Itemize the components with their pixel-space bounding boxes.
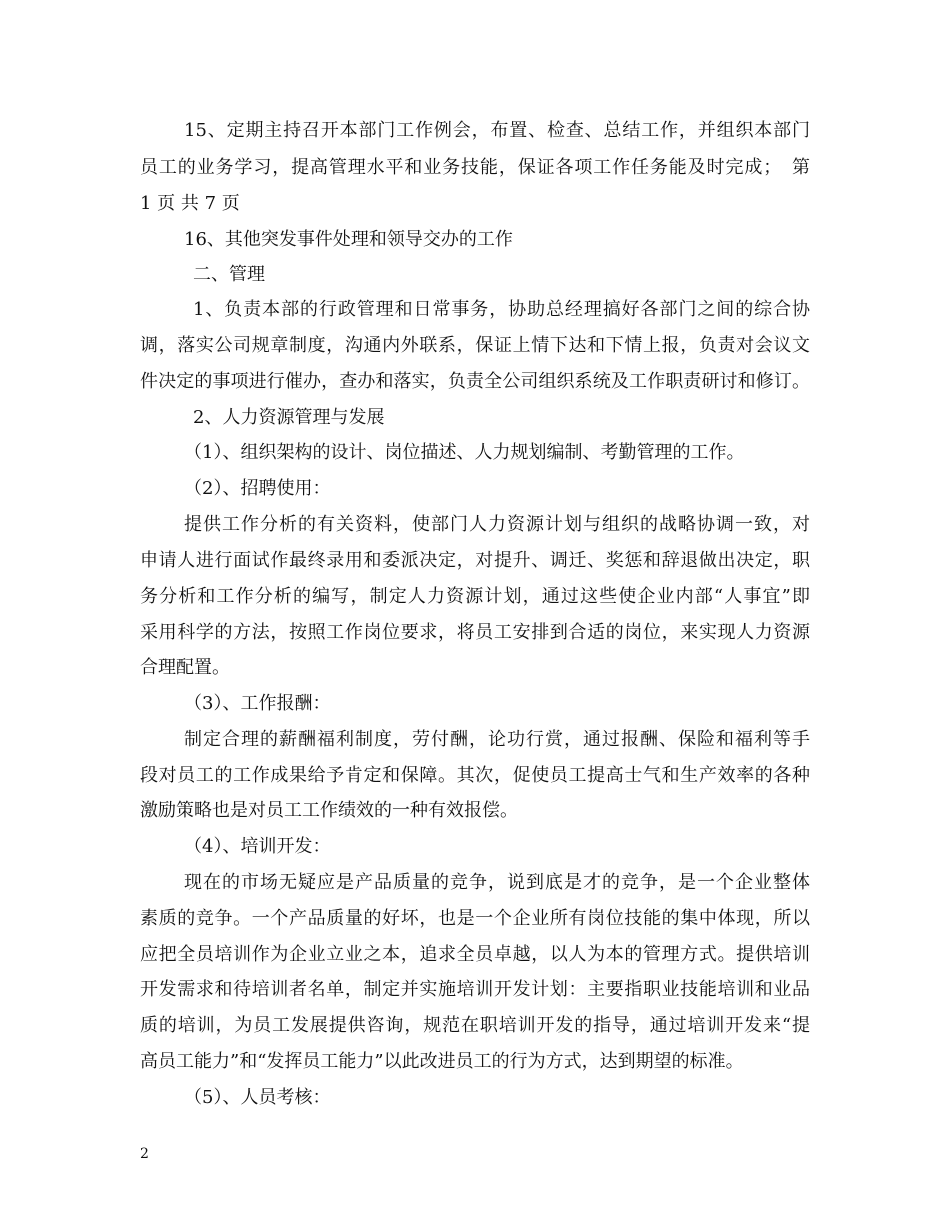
paragraph-1-line-1: 1、负责本部的行政管理和日常事务，协助总经理搞好各部门之间的综合协	[193, 299, 810, 320]
subsection-4-line-3: 应把全员培训作为企业立业之本，追求全员卓越，以人为本的管理方式。提供培训	[140, 944, 810, 965]
paragraph-1-line-2: 调，落实公司规章制度，沟通内外联系，保证上情下达和下情上报，负责对会议文	[140, 335, 810, 356]
subsection-3-line-2: 段对员工的工作成果给予肯定和保障。其次，促使员工提高士气和生产效率的各种	[140, 765, 810, 786]
subsection-2-line-1: 提供工作分析的有关资料，使部门人力资源计划与组织的战略协调一致，对	[184, 514, 810, 535]
paragraph-16-line-1: 16、其他突发事件处理和领导交办的工作	[184, 229, 513, 250]
section-heading-management: 二、管理	[193, 264, 265, 285]
subsection-4-line-6: 高员工能力”和“发挥员工能力”以此改进员工的行为方式，达到期望的标准。	[140, 1051, 744, 1072]
page-number: 2	[140, 1146, 149, 1162]
section-heading-hr: 2、人力资源管理与发展	[193, 407, 385, 428]
paragraph-15-line-3: 1 页 共 7 页	[140, 193, 240, 214]
subsection-2-line-4: 采用科学的方法，按照工作岗位要求，将员工安排到合适的岗位，来实现人力资源	[140, 622, 810, 643]
subsection-2-line-2: 申请人进行面试作最终录用和委派决定，对提升、调迁、奖惩和辞退做出决定，职	[140, 550, 810, 571]
subsection-4-heading: （4）、培训开发：	[184, 836, 331, 857]
subsection-5-heading: （5）、人员考核：	[184, 1087, 331, 1108]
subsection-4-line-1: 现在的市场无疑应是产品质量的竞争，说到底是才的竞争，是一个企业整体	[184, 872, 810, 893]
subsection-1: （1）、组织架构的设计、岗位描述、人力规划编制、考勤管理的工作。	[184, 442, 745, 463]
subsection-4-line-4: 开发需求和待培训者名单，制定并实施培训开发计划：主要指职业技能培训和业品	[140, 979, 810, 1000]
subsection-3-heading: （3）、工作报酬：	[184, 693, 331, 714]
subsection-4-line-2: 素质的竞争。一个产品质量的好坏，也是一个企业所有岗位技能的集中体现，所以	[140, 908, 810, 929]
paragraph-15-line-2: 员工的业务学习，提高管理水平和业务技能，保证各项工作任务能及时完成； 第	[140, 157, 810, 178]
subsection-3-line-3: 激励策略也是对员工工作绩效的一种有效报偿。	[140, 800, 518, 821]
subsection-3-line-1: 制定合理的薪酬福利制度，劳付酬，论功行赏，通过报酬、保险和福利等手	[184, 729, 810, 750]
paragraph-1-line-3: 件决定的事项进行催办，查办和落实，负责全公司组织系统及工作职责研讨和修订。	[140, 371, 810, 392]
subsection-2-heading: （2）、招聘使用：	[184, 478, 331, 499]
subsection-4-line-5: 质的培训，为员工发展提供咨询，规范在职培训开发的指导，通过培训开发来“提	[140, 1015, 810, 1036]
subsection-2-line-3: 务分析和工作分析的编写，制定人力资源计划，通过这些使企业内部“人事宜”即	[140, 586, 810, 607]
paragraph-15-line-1: 15、定期主持召开本部门工作例会，布置、检查、总结工作，并组织本部门	[184, 120, 810, 141]
subsection-2-line-5: 合理配置。	[140, 657, 230, 678]
